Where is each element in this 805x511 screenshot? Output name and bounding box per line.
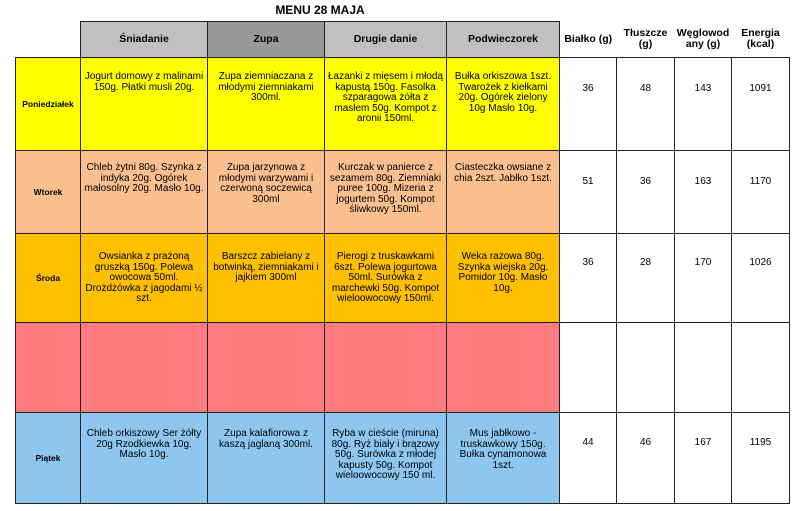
main-course-cell: Pierogi z truskawkami 6szt. Polewa jogurtowa 50ml. Surówka z marchewki 50g. Kompot wieloowocowy 150ml.: [325, 234, 447, 323]
snack-cell: Weka razowa 80g. Szynka wiejska 20g. Pomidor 10g. Masło 10g.: [447, 234, 560, 323]
snack-cell: Ciasteczka owsiane z chia 2szt. Jabłko 1szt.: [447, 151, 560, 234]
table-row: [16, 413, 790, 504]
soup-cell: Zupa ziemniaczana z młodymi ziemniakami 300ml.: [208, 58, 325, 151]
snack-cell: [447, 323, 560, 413]
day-label: Środa: [16, 234, 81, 323]
energy-cell: 1026: [732, 234, 790, 323]
header-soup: Zupa: [208, 22, 325, 58]
header-snack: Podwieczorek: [447, 22, 560, 58]
day-label: Wtorek: [16, 151, 81, 234]
menu-table: [15, 21, 790, 504]
day-label: Piątek: [16, 413, 81, 504]
main-course-cell: Kurczak w panierce z sezamem 80g. Ziemniaki puree 100g. Mizeria z jogurtem 50g. Kompot śliwkowy 150ml.: [325, 151, 447, 234]
fat-cell: [617, 323, 675, 413]
energy-cell: [732, 323, 790, 413]
table-row: [16, 151, 790, 234]
soup-cell: [208, 323, 325, 413]
soup-cell: Barszcz zabielany z botwinką, ziemniakami i jajkiem 300ml: [208, 234, 325, 323]
header-main-course: Drugie danie: [325, 22, 447, 58]
menu-title: MENU 28 MAJA: [275, 3, 365, 17]
table-row: [16, 323, 790, 413]
carbs-cell: 143: [675, 58, 732, 151]
carbs-cell: [675, 323, 732, 413]
main-course-cell: Ryba w cieście (miruna) 80g. Ryż biały i brązowy 50g. Surówka z młodej kapusty 50g. Kompot wieloowocowy 150 ml.: [325, 413, 447, 504]
fat-cell: 48: [617, 58, 675, 151]
carbs-cell: 163: [675, 151, 732, 234]
snack-cell: Bułka orkiszowa 1szt. Twarożek z kiełkami 20g. Ogórek zielony 10g Masło 10g.: [447, 58, 560, 151]
day-label: Poniedziałek: [16, 58, 81, 151]
breakfast-cell: Jogurt domowy z malinami 150g. Płatki musli 20g.: [81, 58, 208, 151]
main-course-cell: Łazanki z mięsem i młodą kapustą 150g. Fasolka szparagowa żółta z masłem 50g. Kompot z aronii 150ml.: [325, 58, 447, 151]
header-carbs: Węglowod any (g): [675, 22, 732, 58]
energy-cell: 1091: [732, 58, 790, 151]
table-row: [16, 234, 790, 323]
breakfast-cell: [81, 323, 208, 413]
table-row: [16, 58, 790, 151]
day-label: [16, 323, 81, 413]
fat-cell: 46: [617, 413, 675, 504]
fat-cell: 28: [617, 234, 675, 323]
protein-cell: 36: [560, 58, 617, 151]
protein-cell: [560, 323, 617, 413]
energy-cell: 1170: [732, 151, 790, 234]
soup-cell: Zupa kalafiorowa z kaszą jaglaną 300ml.: [208, 413, 325, 504]
header-energy: Energia (kcal): [732, 22, 790, 58]
main-course-cell: [325, 323, 447, 413]
soup-cell: Zupa jarzynowa z młodymi warzywami i czerwoną soczewicą 300ml: [208, 151, 325, 234]
carbs-cell: 167: [675, 413, 732, 504]
energy-cell: 1195: [732, 413, 790, 504]
header-protein: Białko (g): [560, 22, 617, 58]
breakfast-cell: Chleb orkiszowy Ser żółty 20g Rzodkiewka 10g. Masło 10g.: [81, 413, 208, 504]
carbs-cell: 170: [675, 234, 732, 323]
corner-cell: [16, 22, 81, 58]
protein-cell: 44: [560, 413, 617, 504]
protein-cell: 36: [560, 234, 617, 323]
header-fat: Tłuszcze (g): [617, 22, 675, 58]
protein-cell: 51: [560, 151, 617, 234]
breakfast-cell: Chleb żytni 80g. Szynka z indyka 20g. Ogórek małosolny 20g. Masło 10g.: [81, 151, 208, 234]
snack-cell: Mus jabłkowo - truskawkowy 150g. Bułka cynamonowa 1szt.: [447, 413, 560, 504]
breakfast-cell: Owsianka z prażoną gruszką 150g. Polewa owocowa 50ml. Drożdżówka z jagodami ½ szt.: [81, 234, 208, 323]
fat-cell: 36: [617, 151, 675, 234]
header-breakfast: Śniadanie: [81, 22, 208, 58]
